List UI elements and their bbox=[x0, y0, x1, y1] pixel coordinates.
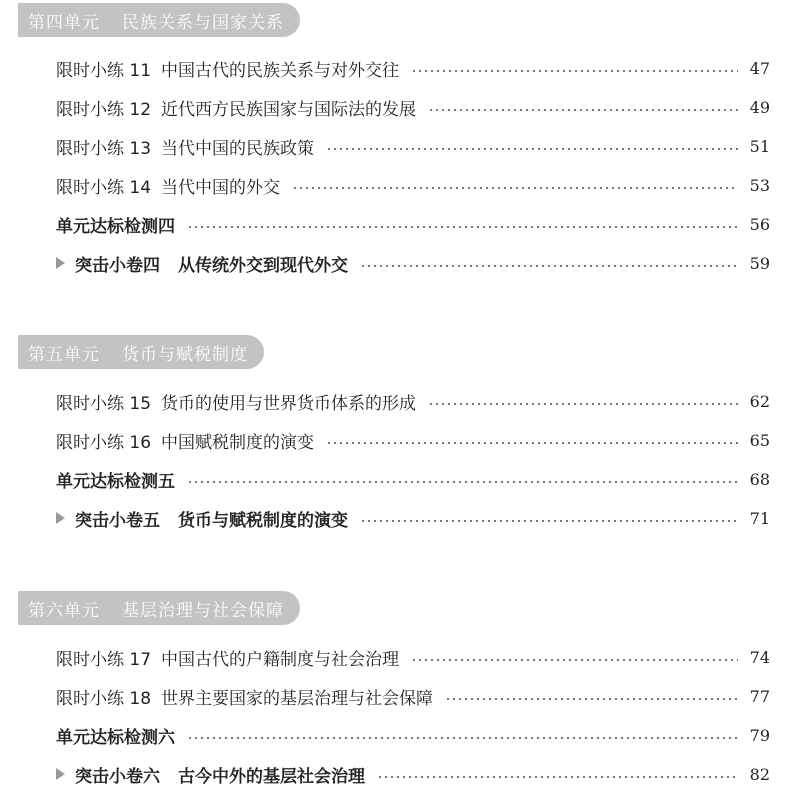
entry-label: 单元达标检测六 bbox=[56, 727, 175, 748]
dot-leader bbox=[377, 776, 738, 778]
triangle-bullet-icon bbox=[56, 768, 65, 780]
unit-test-entry[interactable] bbox=[56, 466, 770, 492]
page-number: 56 bbox=[749, 214, 770, 234]
dot-leader bbox=[428, 109, 738, 111]
toc-entry[interactable] bbox=[56, 683, 770, 709]
page-number: 65 bbox=[749, 430, 770, 450]
unit-header bbox=[18, 335, 264, 369]
entry-label: 限时小练 11 中国古代的民族关系与对外交往 bbox=[56, 60, 400, 81]
sprint-entry[interactable] bbox=[56, 250, 770, 276]
page-number: 62 bbox=[749, 391, 770, 411]
page-number: 51 bbox=[749, 136, 770, 156]
page-number: 47 bbox=[749, 58, 770, 78]
unit-test-entry[interactable] bbox=[56, 722, 770, 748]
entry-label: 限时小练 17 中国古代的户籍制度与社会治理 bbox=[56, 649, 400, 670]
dot-leader bbox=[360, 265, 738, 267]
dot-leader bbox=[411, 659, 738, 661]
dot-leader bbox=[187, 226, 738, 228]
dot-leader bbox=[292, 187, 738, 189]
unit-number: 第五单元 bbox=[28, 344, 100, 365]
entry-label: 限时小练 18 世界主要国家的基层治理与社会保障 bbox=[56, 688, 434, 709]
page-number: 59 bbox=[749, 253, 770, 273]
entry-label: 突击小卷五 货币与赋税制度的演变 bbox=[75, 510, 348, 531]
unit-header bbox=[18, 3, 300, 37]
entry-label: 限时小练 16 中国赋税制度的演变 bbox=[56, 432, 315, 453]
page-number: 77 bbox=[749, 686, 770, 706]
dot-leader bbox=[326, 148, 738, 150]
sprint-entry[interactable] bbox=[56, 761, 770, 787]
unit-number: 第六单元 bbox=[28, 600, 100, 621]
dot-leader bbox=[411, 70, 738, 72]
unit-title: 民族关系与国家关系 bbox=[122, 12, 284, 33]
sprint-entry[interactable] bbox=[56, 505, 770, 531]
unit-test-entry[interactable] bbox=[56, 211, 770, 237]
toc-entry[interactable] bbox=[56, 388, 770, 414]
entry-label: 限时小练 12 近代西方民族国家与国际法的发展 bbox=[56, 99, 417, 120]
page-number: 53 bbox=[749, 175, 770, 195]
page-number: 49 bbox=[749, 97, 770, 117]
triangle-bullet-icon bbox=[56, 257, 65, 269]
dot-leader bbox=[445, 698, 738, 700]
toc-entry[interactable] bbox=[56, 133, 770, 159]
toc-entry[interactable] bbox=[56, 94, 770, 120]
triangle-bullet-icon bbox=[56, 512, 65, 524]
entry-label: 单元达标检测四 bbox=[56, 216, 175, 237]
page-number: 74 bbox=[749, 647, 770, 667]
unit-number: 第四单元 bbox=[28, 12, 100, 33]
entry-label: 限时小练 15 货币的使用与世界货币体系的形成 bbox=[56, 393, 417, 414]
toc-entry[interactable] bbox=[56, 55, 770, 81]
page-number: 79 bbox=[749, 725, 770, 745]
unit-header bbox=[18, 591, 300, 625]
dot-leader bbox=[428, 403, 738, 405]
dot-leader bbox=[187, 481, 738, 483]
entry-label: 突击小卷四 从传统外交到现代外交 bbox=[75, 255, 348, 276]
toc-entry[interactable] bbox=[56, 172, 770, 198]
page-number: 68 bbox=[749, 469, 770, 489]
entry-label: 限时小练 13 当代中国的民族政策 bbox=[56, 138, 315, 159]
unit-title: 基层治理与社会保障 bbox=[122, 600, 284, 621]
toc-entry[interactable] bbox=[56, 427, 770, 453]
page-number: 82 bbox=[749, 764, 770, 784]
dot-leader bbox=[326, 442, 738, 444]
unit-title: 货币与赋税制度 bbox=[122, 344, 248, 365]
entry-label: 限时小练 14 当代中国的外交 bbox=[56, 177, 281, 198]
dot-leader bbox=[360, 520, 738, 522]
dot-leader bbox=[187, 737, 738, 739]
entry-label: 单元达标检测五 bbox=[56, 471, 175, 492]
entry-label: 突击小卷六 古今中外的基层社会治理 bbox=[75, 766, 365, 787]
page-number: 71 bbox=[749, 508, 770, 528]
toc-entry[interactable] bbox=[56, 644, 770, 670]
